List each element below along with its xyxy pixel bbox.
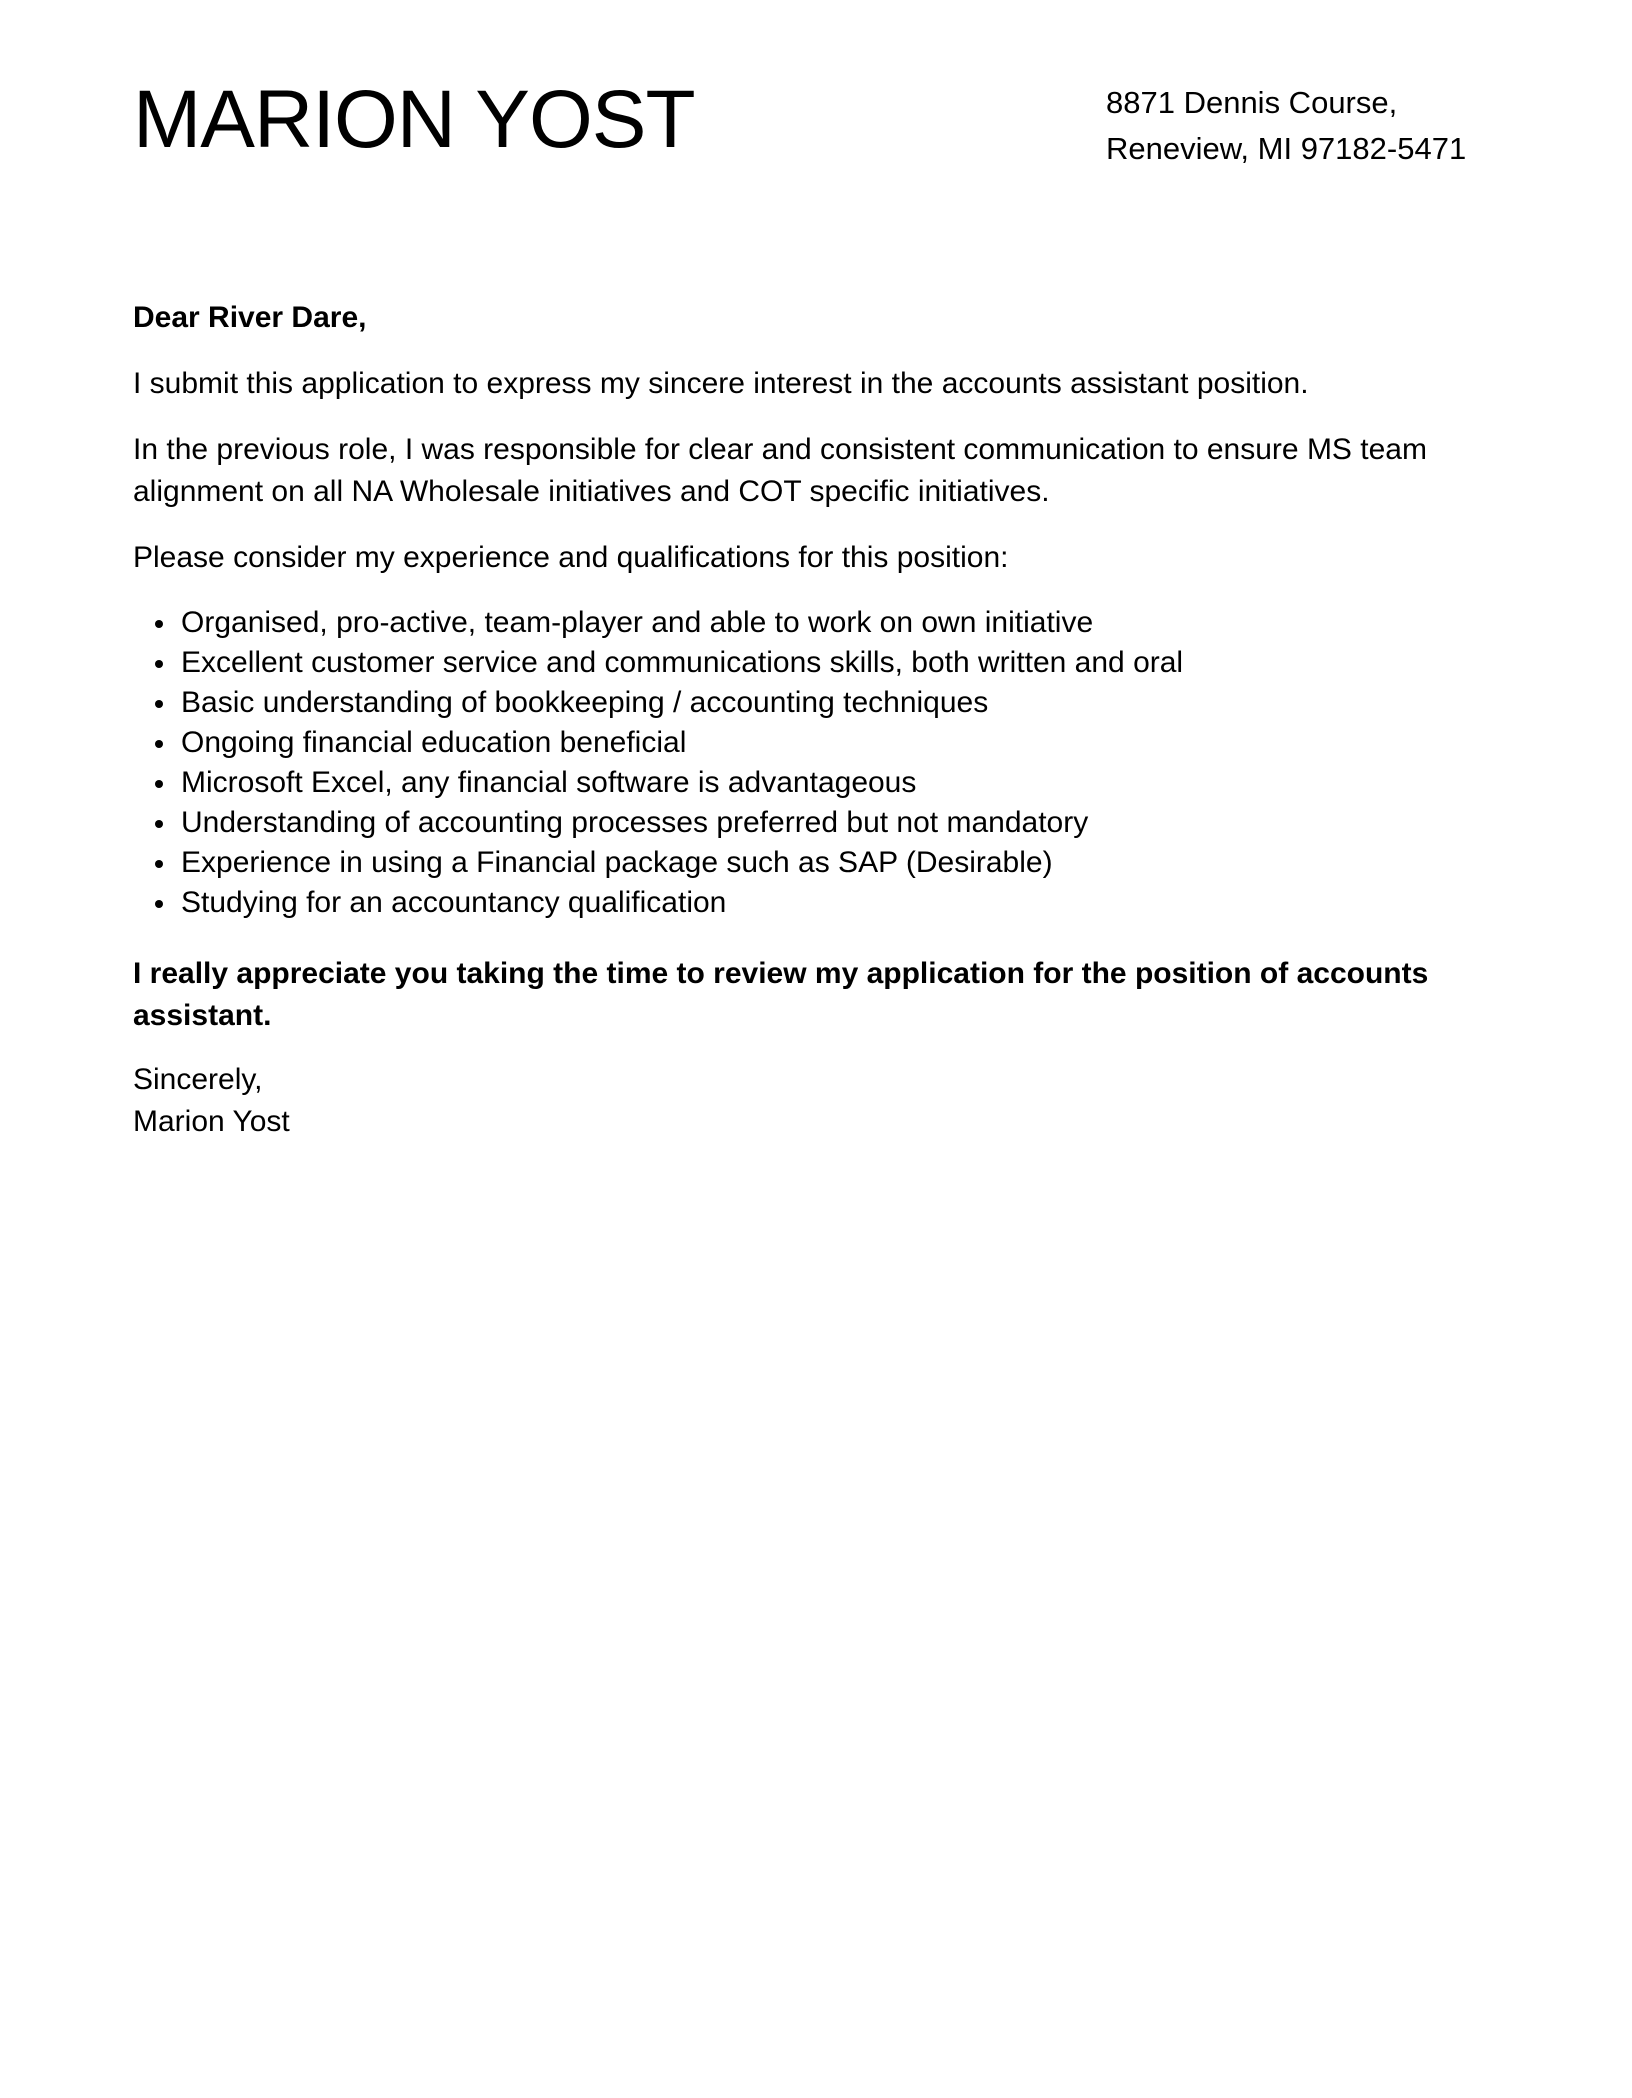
list-item-text: Ongoing financial education beneficial <box>181 726 687 759</box>
bullet-icon <box>155 780 163 788</box>
consider-paragraph: Please consider my experience and qualifications for this position: <box>133 541 1009 574</box>
list-item <box>133 843 1499 883</box>
letter-header <box>133 70 1499 190</box>
address-line-2: Reneview, MI 97182-5471 <box>1106 131 1467 166</box>
bullet-icon <box>155 900 163 908</box>
bullet-icon <box>155 820 163 828</box>
list-item <box>133 603 1499 643</box>
intro-paragraph: I submit this application to express my sincere interest in the accounts assistant position. <box>133 367 1309 400</box>
list-item-text: Understanding of accounting processes preferred but not mandatory <box>181 806 1089 839</box>
applicant-address <box>1106 80 1466 172</box>
list-item-text: Excellent customer service and communications skills, both written and oral <box>181 646 1184 679</box>
closing-paragraph: I really appreciate you taking the time to review my application for the position of accounts assistant. <box>133 957 1429 1032</box>
list-item-text: Studying for an accountancy qualification <box>181 886 727 919</box>
bullet-icon <box>155 660 163 668</box>
applicant-name: MARION YOST <box>133 74 695 165</box>
bullet-icon <box>155 740 163 748</box>
signature-name: Marion Yost <box>133 1105 290 1138</box>
bullet-icon <box>155 860 163 868</box>
qualifications-list <box>133 603 1499 923</box>
list-item <box>133 883 1499 923</box>
list-item <box>133 803 1499 843</box>
list-item <box>133 643 1499 683</box>
list-item <box>133 683 1499 723</box>
previous-role-paragraph: In the previous role, I was responsible for clear and consistent communication to ensure MS team alignment on all NA Wholesale initiatives and COT specific initiatives. <box>133 433 1427 508</box>
signoff-text: Sincerely, <box>133 1063 263 1096</box>
address-line-1: 8871 Dennis Course, <box>1106 85 1398 120</box>
salutation: Dear River Dare, <box>133 301 367 334</box>
list-item-text: Microsoft Excel, any financial software is advantageous <box>181 766 917 799</box>
bullet-icon <box>155 700 163 708</box>
list-item-text: Experience in using a Financial package such as SAP (Desirable) <box>181 846 1053 879</box>
signoff-block <box>133 1059 1499 1143</box>
list-item <box>133 763 1499 803</box>
bullet-icon <box>155 620 163 628</box>
list-item-text: Basic understanding of bookkeeping / accounting techniques <box>181 686 989 719</box>
list-item <box>133 723 1499 763</box>
list-item-text: Organised, pro-active, team-player and able to work on own initiative <box>181 606 1094 639</box>
letter-body <box>133 297 1499 1143</box>
